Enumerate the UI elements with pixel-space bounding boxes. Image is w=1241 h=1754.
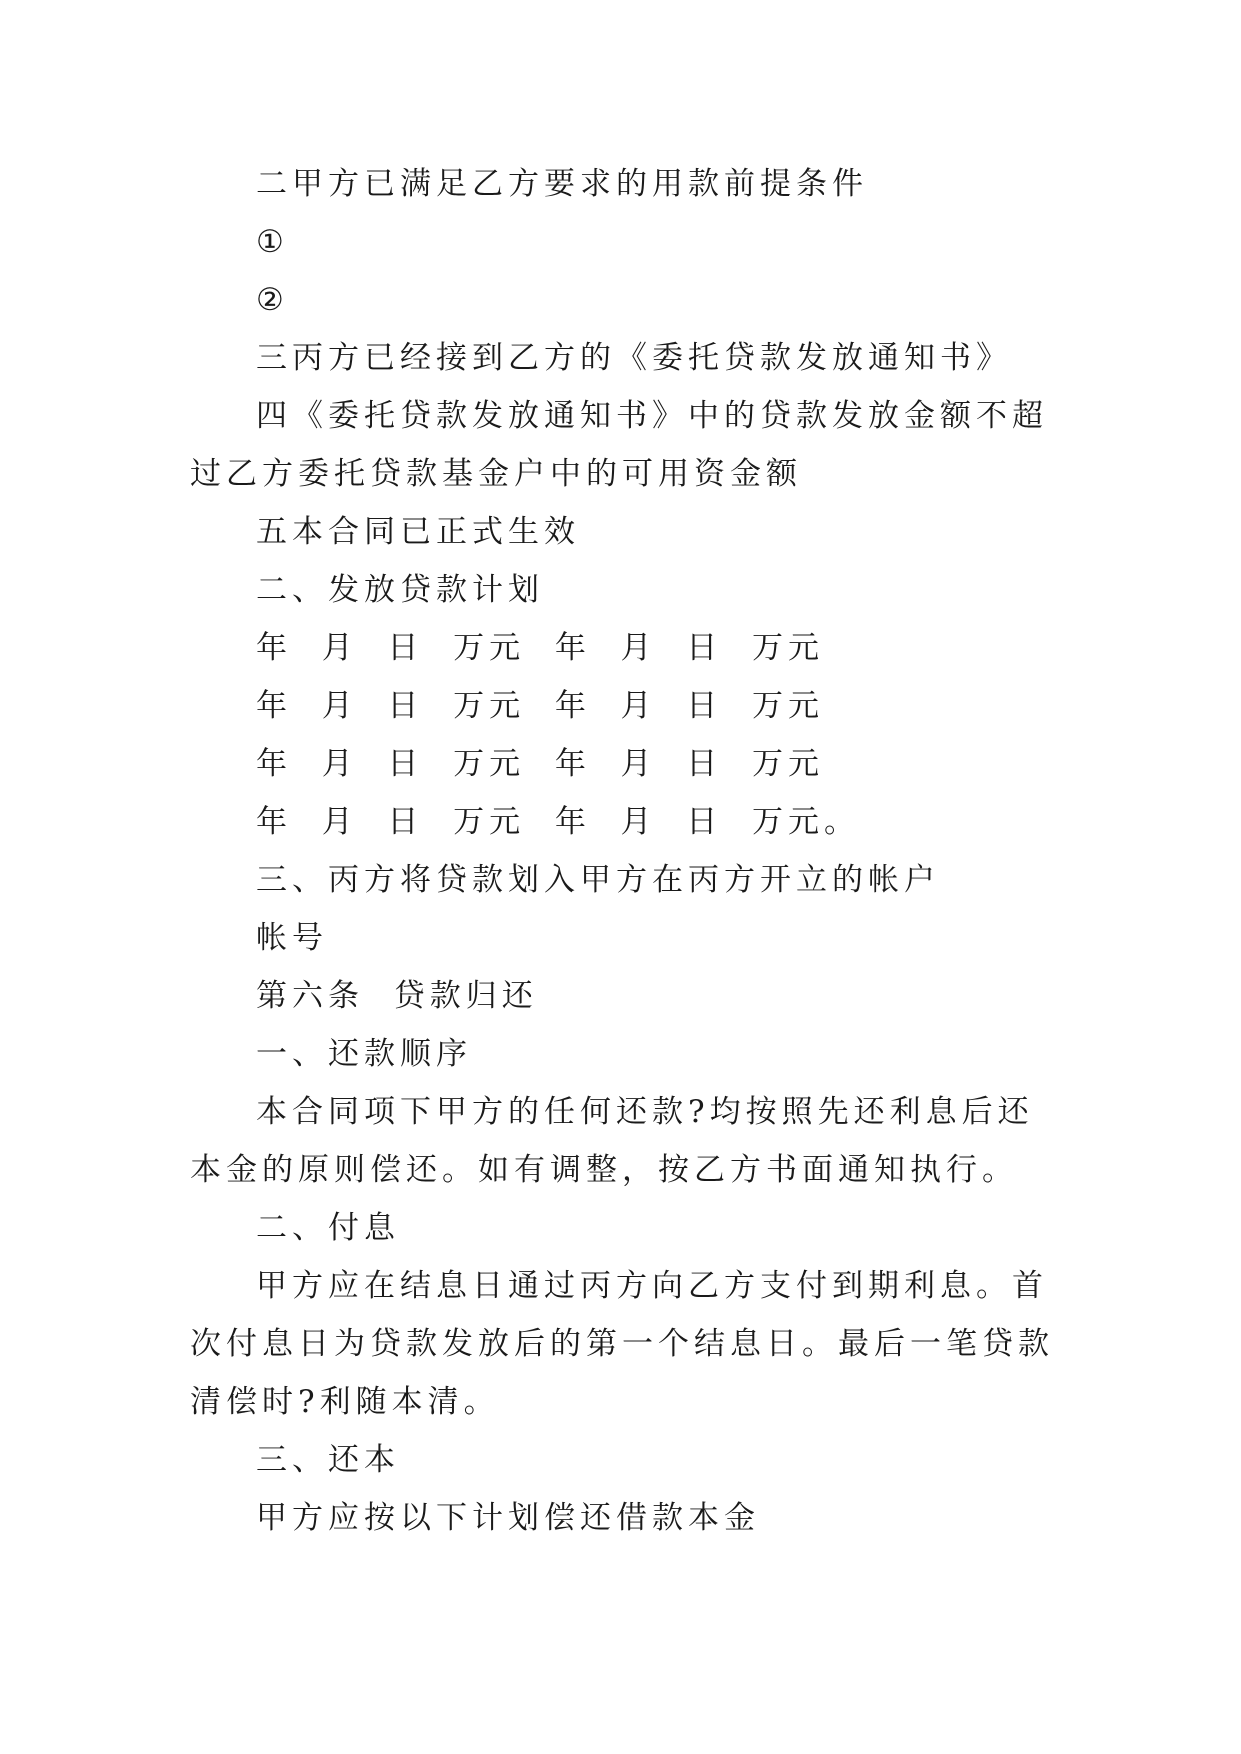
- paragraph-interest-payment: 甲方应在结息日通过丙方向乙方支付到期利息。首次付息日为贷款发放后的第一个结息日。最后一笔贷款清偿时?利随本清。: [190, 1268, 1054, 1420]
- section-heading-repayment-order: 一、还款顺序: [256, 1036, 472, 1072]
- section-heading-disbursement-plan: 二、发放贷款计划: [256, 572, 544, 608]
- paragraph-repayment-order: 本合同项下甲方的任何还款?均按照先还利息后还本金的原则偿还。如有调整，按乙方书面通知执行。: [190, 1094, 1034, 1188]
- disbursement-plan-row: 年 月 日 万元 年 月 日 万元: [256, 630, 824, 666]
- section-heading-transfer-account: 三、丙方将贷款划入甲方在丙方开立的帐户: [256, 862, 940, 898]
- paragraph-contract-effective: 五本合同已正式生效: [256, 514, 580, 550]
- article-heading-repayment: 第六条 贷款归还: [256, 978, 538, 1014]
- paragraph-notice-received: 三丙方已经接到乙方的《委托贷款发放通知书》: [256, 340, 1012, 376]
- paragraph-loan-precondition: 二甲方已满足乙方要求的用款前提条件: [256, 166, 868, 202]
- document-body: [190, 155, 1060, 1547]
- disbursement-plan-row: 年 月 日 万元 年 月 日 万元。: [256, 804, 860, 840]
- disbursement-plan-row: 年 月 日 万元 年 月 日 万元: [256, 746, 824, 782]
- disbursement-plan-row: 年 月 日 万元 年 月 日 万元: [256, 688, 824, 724]
- paragraph-amount-limit: 四《委托贷款发放通知书》中的贷款发放金额不超过乙方委托贷款基金户中的可用资金额: [190, 398, 1048, 492]
- section-heading-interest: 二、付息: [256, 1210, 400, 1246]
- paragraph-item-2: ②: [256, 282, 289, 318]
- paragraph-item-1: ①: [256, 224, 289, 260]
- paragraph-account-number: 帐号: [256, 920, 328, 956]
- paragraph-principal-plan: 甲方应按以下计划偿还借款本金: [256, 1500, 760, 1536]
- section-heading-principal: 三、还本: [256, 1442, 400, 1478]
